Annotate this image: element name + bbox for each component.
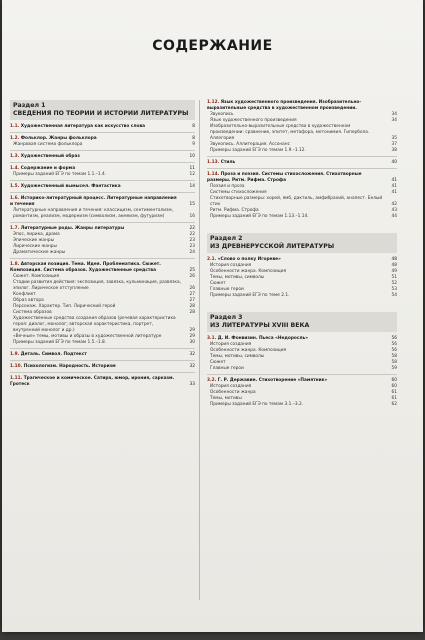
toc-entry — [10, 124, 195, 133]
section-label: Раздел 3 — [210, 314, 243, 321]
toc-page-number: 32 — [189, 364, 195, 369]
toc-page-number: 40 — [391, 160, 397, 165]
toc-item-number: 1.12. — [207, 100, 221, 105]
toc-item-text: Примеры заданий ЕГЭ по темам 1.1.–1.4. — [13, 172, 107, 177]
toc-item-title — [13, 172, 185, 178]
toc-item-text: Особенности жанра. Композиция — [210, 348, 287, 353]
toc-entry — [207, 336, 397, 375]
toc-item-text: Ритм. Рифма. Строфа — [210, 208, 259, 213]
document-page — [2, 0, 423, 632]
toc-item-text: Примеры заданий ЕГЭ по темам 3.1.–3.2. — [210, 402, 304, 407]
toc-heading-row — [10, 376, 195, 388]
toc-item-text: Деталь. Символ. Подтекст — [20, 352, 87, 357]
toc-entry — [10, 154, 195, 163]
toc-item-number: 1.5. — [10, 184, 21, 189]
toc-item-text: Системы стихосложения — [210, 190, 267, 195]
toc-heading-row — [10, 184, 195, 190]
toc-entry — [10, 196, 195, 223]
toc-page-number: 43 — [391, 208, 397, 213]
toc-page-number: 49 — [391, 269, 397, 274]
toc-heading-row — [10, 262, 195, 274]
toc-item-title — [210, 148, 387, 154]
toc-item-text: Эпос, лирика, драма — [13, 232, 60, 237]
toc-page-number: 28 — [189, 310, 195, 315]
toc-item-number: 1.3. — [10, 154, 21, 159]
toc-page-number: 62 — [391, 402, 397, 407]
toc-entries — [207, 336, 397, 410]
toc-item-title — [10, 196, 185, 208]
toc-item-number: 1.8. — [10, 262, 21, 267]
section-label: Раздел 1 — [13, 102, 46, 109]
toc-page-number: 48 — [391, 257, 397, 262]
toc-entry — [207, 100, 397, 157]
toc-item-text: История создания — [210, 342, 252, 347]
toc-item-text: Д. И. Фонвизин. Пьеса «Недоросль» — [217, 336, 309, 341]
toc-page-number: 23 — [189, 238, 195, 243]
toc-item-text: Темы, мотивы, символы — [210, 275, 265, 280]
right-column — [207, 100, 397, 413]
toc-heading-row — [10, 352, 195, 358]
toc-item-title — [207, 160, 387, 166]
toc-item-text: Персонаж. Характер. Тип. Лирический герой — [13, 304, 116, 309]
toc-page-number: 32 — [189, 352, 195, 357]
toc-item-number: 1.4. — [10, 166, 21, 171]
toc-entry — [207, 160, 397, 169]
toc-page-number: 59 — [391, 366, 397, 371]
toc-page-number: 26 — [189, 274, 195, 279]
toc-item-number: 1.9. — [10, 352, 21, 357]
toc-item-number: 3.2. — [207, 378, 218, 383]
toc-page-number: 61 — [391, 396, 397, 401]
toc-page-number: 35 — [391, 136, 397, 141]
toc-item-title — [13, 340, 185, 346]
toc-item-title — [207, 172, 387, 184]
page-title: СОДЕРЖАНИЕ — [152, 38, 273, 54]
toc-item-title — [13, 280, 185, 292]
toc-page-number: 42 — [391, 202, 397, 207]
toc-page-number: 14 — [189, 184, 195, 189]
toc-item-title — [210, 366, 387, 372]
toc-page-number: 48 — [391, 263, 397, 268]
toc-item-text: Сюжет — [210, 281, 226, 286]
toc-page-number: 27 — [189, 298, 195, 303]
section-title: СВЕДЕНИЯ ПО ТЕОРИИ И ИСТОРИИ ЛИТЕРАТУРЫ — [13, 110, 189, 117]
toc-item-text: Эпические жанры — [13, 238, 54, 243]
toc-item-text: Проза и поэзия. Системы стихосложения. Стихотворные размеры. Ритм. Рифма. Строфа — [207, 172, 362, 183]
toc-heading-row — [207, 172, 397, 184]
section-title: ИЗ ДРЕВНЕРУССКОЙ ЛИТЕРАТУРЫ — [210, 243, 335, 250]
toc-page-number: 37 — [391, 142, 397, 147]
toc-item-number: 3.1. — [207, 336, 218, 341]
section-header — [10, 100, 195, 120]
toc-entry — [207, 257, 397, 301]
toc-subitem-row — [207, 293, 397, 299]
toc-item-number: 1.10. — [10, 364, 24, 369]
toc-subitem-row — [10, 340, 195, 346]
toc-item-text: Особенности жанра. Композиция — [210, 269, 287, 274]
toc-entry — [207, 378, 397, 410]
toc-page-number: 34 — [391, 118, 397, 123]
toc-page-number: 58 — [391, 354, 397, 359]
toc-item-text: Литературные роды. Жанры литературы — [20, 226, 125, 231]
toc-item-text: Стиль — [220, 160, 236, 165]
toc-entry — [207, 172, 397, 222]
toc-entry — [10, 262, 195, 349]
toc-page-number: 30 — [189, 340, 195, 345]
toc-item-title — [10, 262, 185, 274]
toc-item-text: Трагическое и комическое. Сатира, юмор, ирония, сарказм. Гротеск — [10, 376, 175, 387]
toc-item-text: Художественный вымысел. Фантастика — [20, 184, 121, 189]
toc-item-text: Язык художественного произведения. Изобразительно-выразительные средства в художественном произведении. — [207, 100, 362, 111]
toc-heading-row — [10, 364, 195, 370]
toc-entries — [10, 124, 195, 390]
toc-item-text: Сюжет. Композиция — [13, 274, 60, 279]
toc-heading-row — [10, 196, 195, 208]
toc-item-text: Примеры заданий ЕГЭ по темам 1.9.–1.12. — [210, 148, 306, 153]
toc-subitem-row — [207, 148, 397, 154]
toc-subitem-row — [10, 280, 195, 292]
toc-item-title — [210, 196, 387, 208]
toc-item-title — [10, 124, 185, 130]
toc-subitem-row — [10, 316, 195, 334]
toc-item-text: Примеры заданий ЕГЭ по теме 2.1. — [210, 293, 290, 298]
toc-item-number: 1.2. — [10, 136, 21, 141]
toc-item-text: Образ автора — [13, 298, 44, 303]
toc-item-text: Художественный образ — [20, 154, 80, 159]
toc-item-text: Литературные направления и течения: классицизм, сентиментализм, романтизм, реализм, модернизм (символизм, акмеизм, футуризм) — [13, 208, 173, 219]
toc-item-text: Темы, мотивы — [210, 396, 242, 401]
toc-item-text: Авторская позиция. Тема. Идея. Проблематика. Сюжет. Композиция. Система образов. Художественные средства — [10, 262, 161, 273]
toc-item-title — [13, 250, 185, 256]
toc-page-number: 26 — [189, 286, 195, 291]
toc-page-number: 61 — [391, 390, 397, 395]
toc-subitem-row — [207, 214, 397, 220]
toc-item-number: 1.7. — [10, 226, 21, 231]
left-column — [10, 100, 200, 600]
toc-item-title — [13, 316, 185, 334]
toc-item-text: Жанровая система фольклора — [13, 142, 83, 147]
toc-page-number: 34 — [391, 112, 397, 117]
toc-item-title — [210, 124, 387, 142]
toc-page-number: 38 — [391, 148, 397, 153]
toc-item-title — [210, 214, 387, 220]
toc-item-text: Главные герои — [210, 366, 244, 371]
toc-item-title — [210, 402, 387, 408]
toc-page-number: 8 — [192, 124, 195, 129]
toc-page-number: 24 — [189, 250, 195, 255]
toc-item-text: Звукопись — [210, 112, 234, 117]
section-label: Раздел 2 — [210, 235, 243, 242]
toc-item-text: Изобразительно-выразительные средства в художественном произведении: сравнение, эпитет, метафора, метонимия. Гипербола. Аллегория — [210, 124, 370, 141]
toc-item-title — [10, 352, 185, 358]
toc-item-title — [10, 184, 185, 190]
toc-page-number: 44 — [391, 214, 397, 219]
toc-page-number: 33 — [189, 382, 195, 387]
toc-subitem-row — [207, 124, 397, 142]
toc-item-title — [10, 364, 185, 370]
toc-item-text: Особенности жанра — [210, 390, 256, 395]
toc-subitem-row — [10, 142, 195, 148]
toc-item-text: Стихотворные размеры: хорей, ямб, дактиль, амфибрахий, анапест. Белый стих — [210, 196, 383, 207]
toc-entries — [207, 100, 397, 222]
toc-page-number: 29 — [189, 328, 195, 333]
toc-page-number: 52 — [391, 281, 397, 286]
toc-page-number: 56 — [391, 336, 397, 341]
toc-item-number: 1.11. — [10, 376, 24, 381]
toc-item-text: История создания — [210, 384, 252, 389]
toc-entry — [10, 226, 195, 259]
toc-item-text: Поэзия и проза — [210, 184, 245, 189]
toc-item-number: 1.1. — [10, 124, 21, 129]
toc-item-title — [10, 154, 185, 160]
toc-page-number: 10 — [189, 154, 195, 159]
toc-page-number: 22 — [189, 232, 195, 237]
toc-item-text: Сюжет — [210, 360, 226, 365]
toc-page-number: 60 — [391, 378, 397, 383]
section-header — [207, 312, 397, 332]
toc-entries — [207, 257, 397, 301]
toc-item-text: Драматические жанры — [13, 250, 66, 255]
toc-page-number: 53 — [391, 287, 397, 292]
toc-page-number: 9 — [192, 142, 195, 147]
toc-entry — [10, 184, 195, 193]
toc-item-text: Стадии развития действия: экспозиция, завязка, кульминация, развязка, эпилог. Лирическое отступление — [13, 280, 181, 291]
toc-page-number: 27 — [189, 292, 195, 297]
toc-page-number: 23 — [189, 244, 195, 249]
section-title: ИЗ ЛИТЕРАТУРЫ XVIII ВЕКА — [210, 322, 310, 329]
toc-item-text: Конфликт — [13, 292, 36, 297]
toc-page-number: 41 — [391, 190, 397, 195]
toc-item-text: «Слово о полку Игореве» — [217, 257, 281, 262]
toc-page-number: 22 — [189, 226, 195, 231]
toc-page-number: 56 — [391, 342, 397, 347]
toc-item-text: Художественные средства создания образов (речевая характеристика героя: диалог, монолог; авторская характеристика, портрет, внутренний монолог и др.) — [13, 316, 176, 333]
toc-item-text: Главные герои — [210, 287, 244, 292]
toc-page-number: 60 — [391, 384, 397, 389]
toc-entry — [10, 136, 195, 151]
toc-item-text: Система образов — [13, 310, 52, 315]
toc-page-number: 41 — [391, 178, 397, 183]
toc-page-number: 54 — [391, 293, 397, 298]
toc-item-text: Примеры заданий ЕГЭ по темам 1.13.–1.14. — [210, 214, 309, 219]
toc-item-title — [13, 208, 185, 220]
toc-page-number: 25 — [189, 268, 195, 273]
toc-page-number: 15 — [189, 202, 195, 207]
toc-subitem-row — [207, 196, 397, 208]
toc-item-number: 1.6. — [10, 196, 21, 201]
toc-heading-row — [10, 124, 195, 130]
toc-entry — [10, 166, 195, 181]
toc-page-number: 11 — [189, 166, 195, 171]
toc-item-text: Фольклор. Жанры фольклора — [20, 136, 97, 141]
toc-page-number: 58 — [391, 360, 397, 365]
toc-item-text: Историко-литературный процесс. Литературные направления и течения — [10, 196, 177, 207]
toc-subitem-row — [10, 172, 195, 178]
toc-item-number: 1.13. — [207, 160, 221, 165]
toc-item-text: Содержание и форма — [20, 166, 76, 171]
toc-item-text: Звукопись. Аллитерация. Ассонанс — [210, 142, 290, 147]
toc-item-title — [210, 293, 387, 299]
section-header — [207, 233, 397, 253]
toc-item-number: 2.1. — [207, 257, 218, 262]
toc-page-number: 41 — [391, 184, 397, 189]
toc-page-number: 16 — [189, 214, 195, 219]
toc-page-number: 29 — [189, 334, 195, 339]
toc-item-text: Г. Р. Державин. Стихотворение «Памятник» — [217, 378, 328, 383]
toc-item-text: Психологизм. Народность. Историзм — [23, 364, 116, 369]
toc-entry — [10, 352, 195, 361]
toc-item-title — [10, 376, 185, 388]
toc-item-text: Примеры заданий ЕГЭ по темам 1.5.–1.8. — [13, 340, 107, 345]
toc-page-number: 56 — [391, 348, 397, 353]
toc-item-title — [207, 100, 387, 112]
toc-subitem-row — [207, 402, 397, 408]
toc-heading-row — [10, 154, 195, 160]
toc-item-text: Язык художественного произведения — [210, 118, 297, 123]
toc-item-text: Темы, мотивы, символы — [210, 354, 265, 359]
toc-item-number: 1.14. — [207, 172, 221, 177]
toc-heading-row — [207, 100, 397, 112]
toc-page-number: 28 — [189, 304, 195, 309]
toc-item-text: История создания — [210, 263, 252, 268]
toc-entry — [10, 364, 195, 373]
toc-item-text: «Вечные» темы, мотивы и образы в художественной литературе — [13, 334, 162, 339]
toc-subitem-row — [10, 208, 195, 220]
toc-heading-row — [207, 160, 397, 166]
toc-item-text: Лирические жанры — [13, 244, 57, 249]
toc-subitem-row — [10, 250, 195, 256]
toc-item-title — [13, 142, 185, 148]
toc-page-number: 51 — [391, 275, 397, 280]
toc-page-number: 12 — [189, 172, 195, 177]
toc-page-number: 8 — [192, 136, 195, 141]
toc-item-text: Художественная литература как искусство слова — [20, 124, 146, 129]
toc-subitem-row — [207, 366, 397, 372]
toc-entry — [10, 376, 195, 390]
